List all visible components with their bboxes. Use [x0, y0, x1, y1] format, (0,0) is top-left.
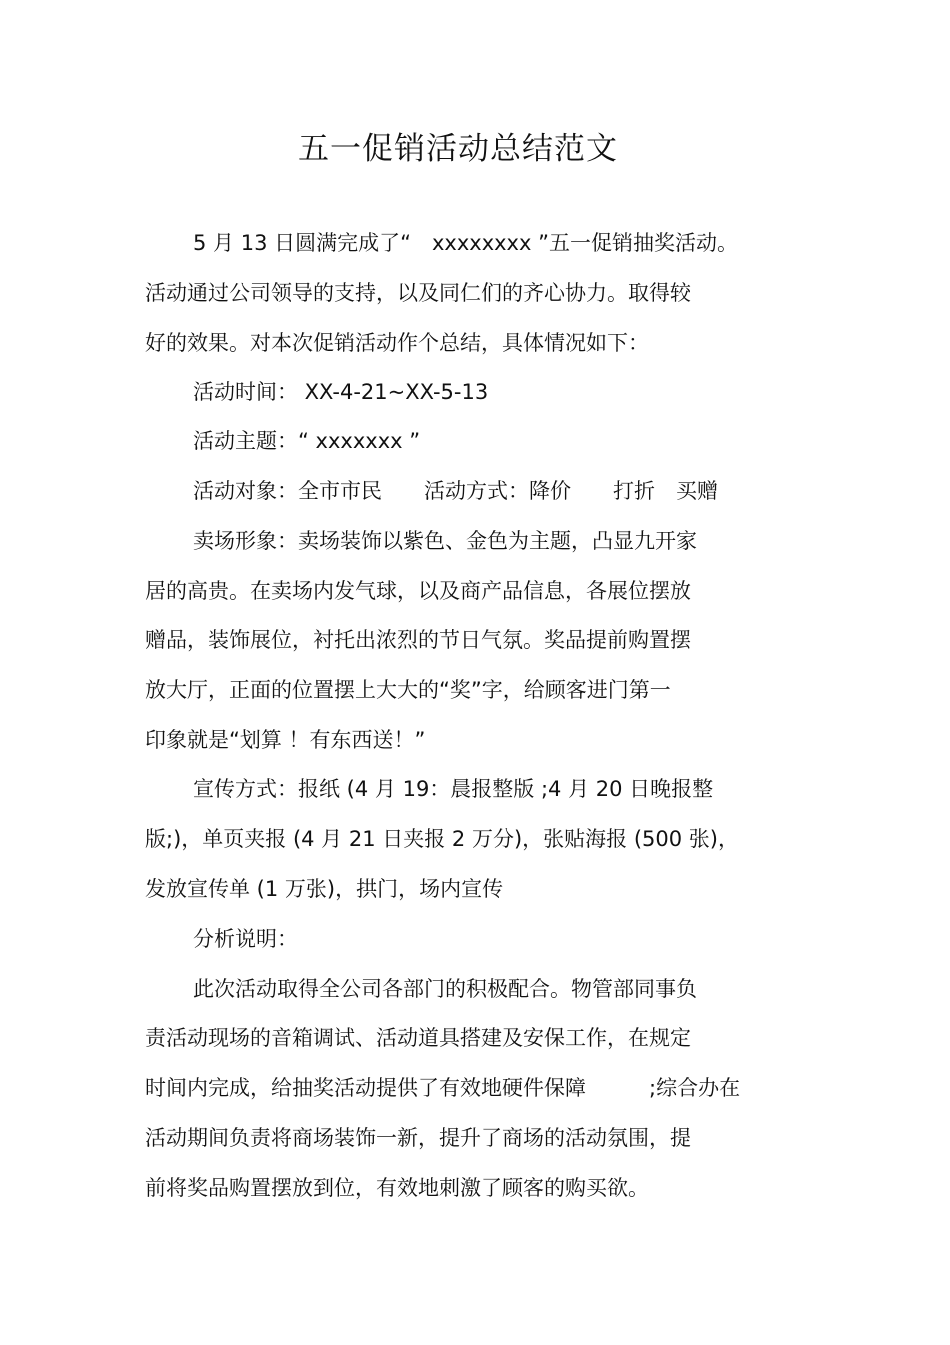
paragraph-line: 赠品，装饰展位，衬托出浓烈的节日气氛。奖品提前购置摆 — [145, 628, 691, 652]
paragraph-line: 前将奖品购置摆放到位，有效地刺激了顾客的购买欲。 — [145, 1176, 649, 1200]
paragraph-line: 版;)，单页夹报 (4 月 21 日夹报 2 万分)，张贴海报 (500 张)， — [145, 827, 739, 851]
document-title: 五一促销活动总结范文 — [298, 131, 618, 167]
paragraph-line: 责活动现场的音箱调试、活动道具搭建及安保工作，在规定 — [145, 1026, 691, 1050]
paragraph-line: 活动主题：“ xxxxxxx ” — [193, 429, 421, 453]
paragraph-line: 活动对象：全市市民 活动方式：降价 打折 买赠 — [193, 479, 718, 503]
paragraph-line: 居的高贵。在卖场内发气球，以及商产品信息，各展位摆放 — [145, 579, 691, 603]
paragraph-line: 卖场形象：卖场装饰以紫色、金色为主题，凸显九开家 — [193, 529, 697, 553]
section-heading: 分析说明： — [193, 927, 298, 951]
paragraph-line: 此次活动取得全公司各部门的积极配合。物管部同事负 — [193, 977, 697, 1001]
paragraph-line: 发放宣传单 (1 万张)，拱门，场内宣传 — [145, 877, 504, 901]
paragraph-line: 宣传方式：报纸 (4 月 19：晨报整版 ;4 月 20 日晚报整 — [193, 777, 714, 801]
paragraph-line: 5 月 13 日圆满完成了“ xxxxxxxx ”五一促销抽奖活动。 — [193, 231, 738, 255]
paragraph-line: 活动时间： XX-4-21~XX-5-13 — [193, 380, 489, 404]
paragraph-line: 时间内完成，给抽奖活动提供了有效地硬件保障 ;综合办在 — [145, 1076, 741, 1100]
paragraph-line: 印象就是“划算 ！有东西送！” — [145, 728, 426, 752]
paragraph-line: 好的效果。对本次促销活动作个总结，具体情况如下： — [145, 331, 649, 355]
paragraph-line: 活动通过公司领导的支持，以及同仁们的齐心协力。取得较 — [145, 281, 691, 305]
paragraph-line: 活动期间负责将商场装饰一新，提升了商场的活动氛围，提 — [145, 1126, 691, 1150]
paragraph-line: 放大厅，正面的位置摆上大大的“奖”字，给顾客进门第一 — [145, 678, 671, 702]
